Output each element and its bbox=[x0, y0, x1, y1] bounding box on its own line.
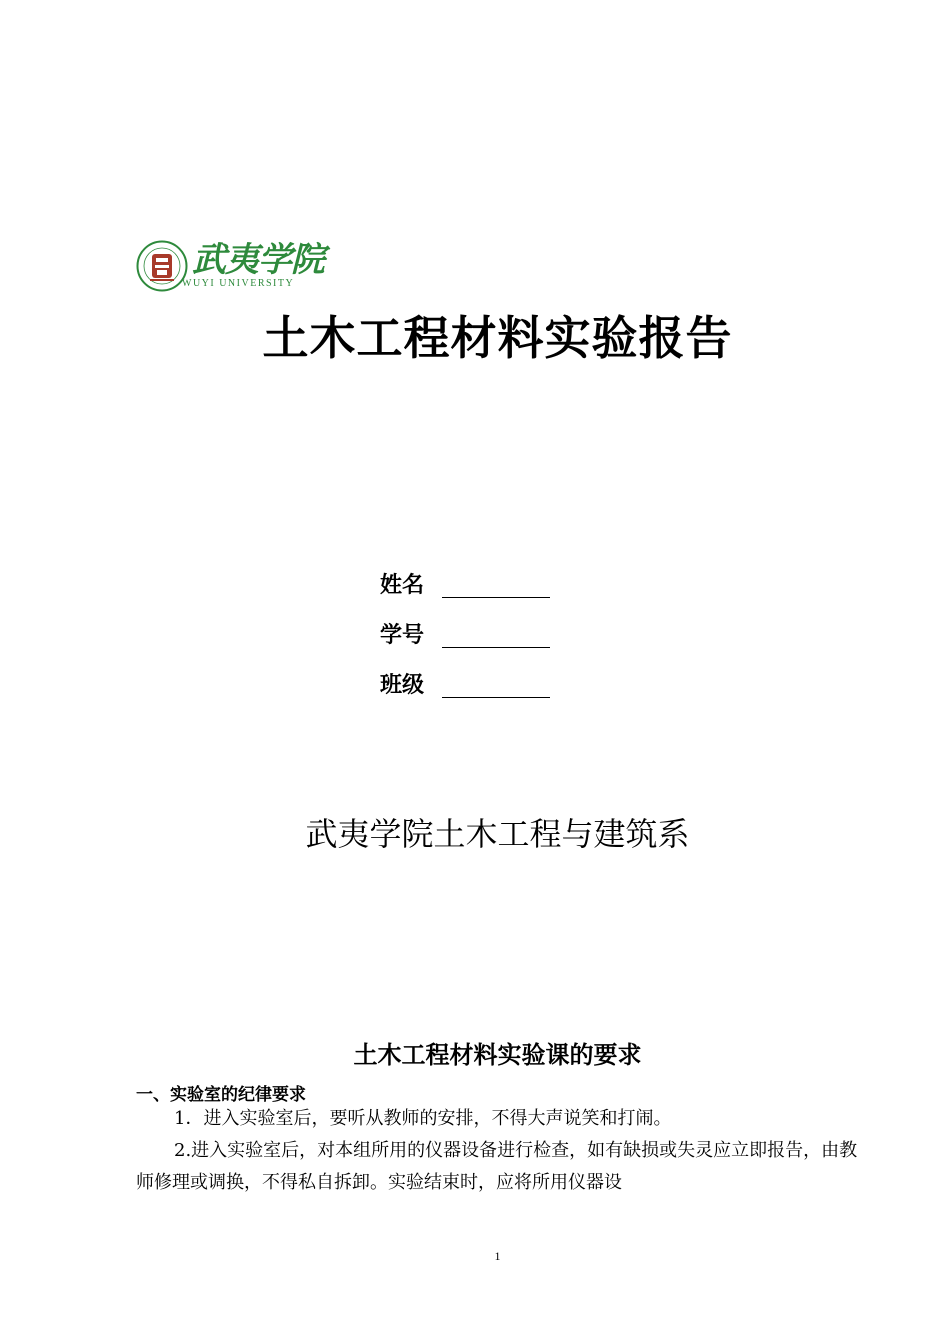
student-id-label: 学号 bbox=[380, 623, 425, 648]
university-logo bbox=[136, 240, 336, 292]
logo-chinese-name: 武夷学院 bbox=[192, 240, 324, 280]
class-blank-line[interactable] bbox=[442, 697, 550, 698]
section-title: 土木工程材料实验课的要求 bbox=[353, 1041, 642, 1069]
rule-item-1-text: 1．进入实验室后，要听从教师的安排，不得大声说笑和打闹。 bbox=[174, 1108, 672, 1129]
report-title: 土木工程材料实验报告 bbox=[262, 311, 733, 365]
university-seal-icon bbox=[136, 240, 188, 292]
rule-item-2-text: 2.进入实验室后，对本组所用的仪器设备进行检查，如有缺损或失灵应立即报告，由教师修理或调换，不得私自拆卸。实验结束时，应将所用仪器设 bbox=[136, 1140, 858, 1193]
section-heading: 一、实验室的纪律要求 bbox=[136, 1085, 306, 1105]
name-blank-line[interactable] bbox=[442, 597, 550, 598]
student-id-blank-line[interactable] bbox=[442, 647, 550, 648]
rule-item-1 bbox=[136, 1103, 868, 1135]
class-label: 班级 bbox=[380, 673, 425, 698]
department-name: 武夷学院土木工程与建筑系 bbox=[305, 815, 690, 853]
rule-item-2 bbox=[136, 1135, 868, 1199]
logo-english-name: WUYI UNIVERSITY bbox=[182, 278, 295, 289]
name-label: 姓名 bbox=[380, 573, 425, 598]
page-number: 1 bbox=[494, 1249, 501, 1263]
